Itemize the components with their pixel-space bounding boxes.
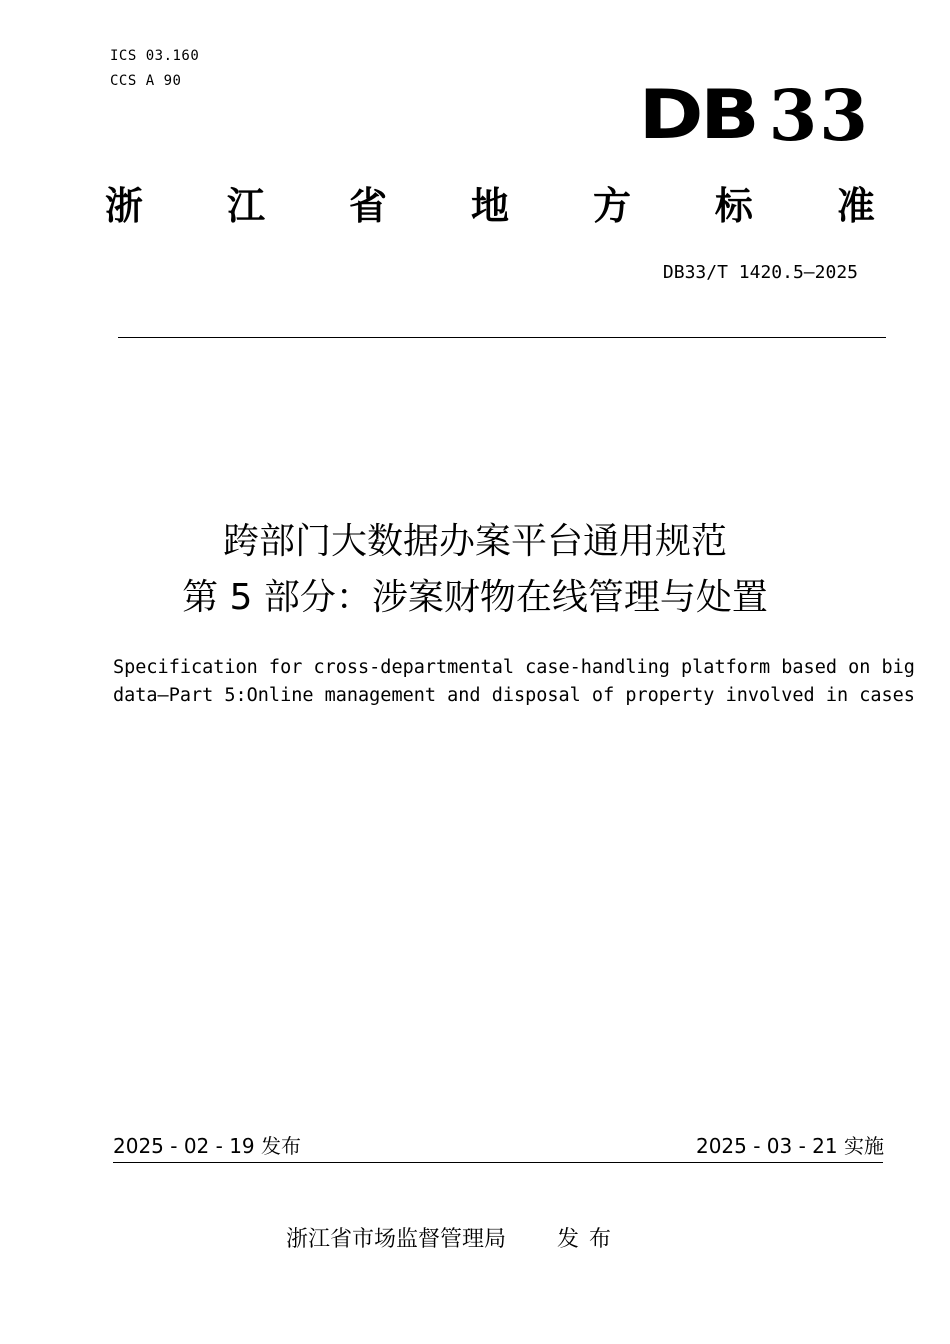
title-cn-line2: 第 5 部分：涉案财物在线管理与处置 — [182, 577, 768, 618]
standard-type-char: 浙 — [105, 184, 144, 228]
db33-logo — [638, 74, 870, 157]
bottom-divider — [113, 1162, 883, 1163]
logo-prefix: DB — [638, 76, 757, 155]
ccs-code: CCS A 90 — [110, 73, 182, 89]
issuer-organization: 浙江省市场监督管理局 — [286, 1227, 507, 1252]
standard-type-char: 标 — [714, 184, 753, 228]
title-cn-line1: 跨部门大数据办案平台通用规范 — [222, 521, 727, 562]
title-en-line1: Specification for cross-departmental case-handling platform based on big — [113, 657, 915, 678]
standard-type-char: 方 — [592, 184, 631, 228]
standard-type-char: 江 — [226, 184, 265, 228]
standard-type-char: 准 — [836, 184, 875, 228]
issuer — [286, 1226, 621, 1254]
issuer-action: 发布 — [557, 1227, 622, 1252]
title-en-line2: data—Part 5:Online management and disposal of property involved in cases — [113, 685, 915, 706]
issue-date: 2025 - 02 - 19 发布 — [113, 1134, 302, 1158]
standard-type-char: 地 — [470, 184, 509, 228]
standard-type-char: 省 — [348, 184, 387, 228]
ics-code: ICS 03.160 — [110, 48, 200, 64]
standard-number: DB33/T 1420.5—2025 — [662, 262, 858, 283]
logo-number: 33 — [768, 74, 870, 157]
top-divider — [118, 337, 886, 338]
standard-type-title — [105, 182, 875, 230]
implementation-date: 2025 - 03 - 21 实施 — [695, 1134, 884, 1158]
